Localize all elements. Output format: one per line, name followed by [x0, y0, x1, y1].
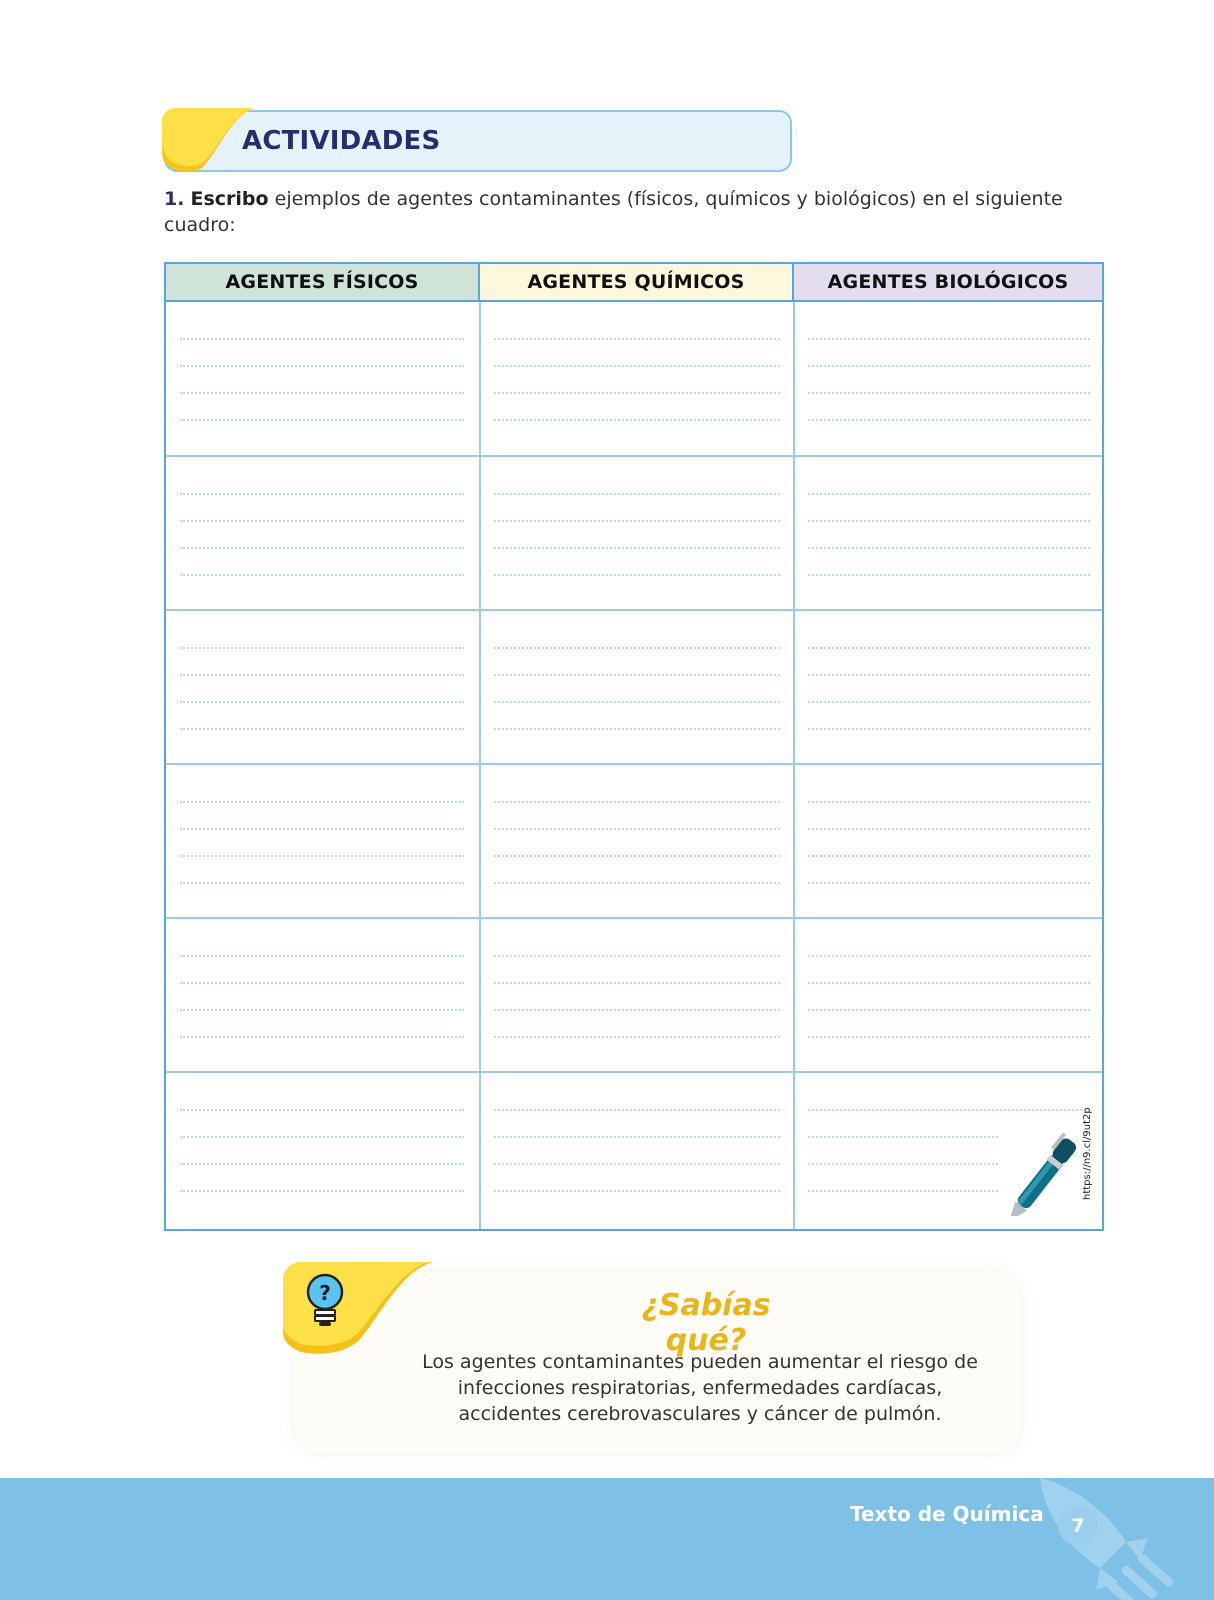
- writing-line: [808, 1109, 1090, 1111]
- writing-line: [180, 701, 464, 703]
- table-cell[interactable]: [482, 611, 794, 763]
- writing-line: [808, 855, 1090, 857]
- writing-line: [180, 338, 464, 340]
- writing-line: [494, 1163, 780, 1165]
- writing-line: [494, 392, 780, 394]
- table-cell[interactable]: [482, 457, 794, 609]
- writing-line: [494, 547, 780, 549]
- writing-line: [180, 1036, 464, 1038]
- writing-line: [494, 1036, 780, 1038]
- table-cell[interactable]: [796, 919, 1102, 1071]
- writing-line: [494, 1009, 780, 1011]
- column-divider: [479, 302, 481, 1229]
- writing-line: [180, 419, 464, 421]
- writing-line: [808, 647, 1090, 649]
- header-biological-agents: AGENTES BIOLÓGICOS: [794, 264, 1102, 302]
- writing-line: [180, 955, 464, 957]
- writing-line: [808, 828, 1090, 830]
- writing-line: [180, 574, 464, 576]
- writing-line: [808, 1136, 998, 1138]
- activities-header: [164, 110, 796, 176]
- writing-line: [494, 520, 780, 522]
- writing-line: [494, 574, 780, 576]
- writing-line: [494, 647, 780, 649]
- image-credit-url: https://n9.cl/9ut2p: [1082, 1107, 1093, 1200]
- writing-line: [180, 647, 464, 649]
- writing-line: [494, 419, 780, 421]
- did-you-know-text: Los agentes contaminantes pueden aumentar el riesgo de infecciones respiratorias, enfermedades cardíacas, accidentes cerebrovasculares y cáncer de pulmón.: [422, 1351, 978, 1425]
- writing-line: [494, 365, 780, 367]
- writing-line: [494, 493, 780, 495]
- writing-line: [808, 338, 1090, 340]
- writing-line: [494, 338, 780, 340]
- writing-line: [808, 728, 1090, 730]
- table-cell[interactable]: [166, 1073, 478, 1225]
- rocket-icon: [1030, 1478, 1214, 1600]
- writing-line: [808, 493, 1090, 495]
- table-cell[interactable]: [482, 765, 794, 917]
- writing-line: [494, 801, 780, 803]
- writing-line: [494, 1109, 780, 1111]
- table-cell[interactable]: [166, 302, 478, 454]
- writing-line: [494, 982, 780, 984]
- writing-line: [180, 493, 464, 495]
- writing-line: [808, 701, 1090, 703]
- book-title: Texto de Química: [850, 1502, 1044, 1526]
- page-number: 7: [1058, 1506, 1098, 1546]
- fountain-pen-icon: [1010, 1124, 1090, 1216]
- writing-line: [180, 392, 464, 394]
- table-cell[interactable]: [796, 302, 1102, 454]
- table-cell[interactable]: [166, 919, 478, 1071]
- writing-line: [180, 982, 464, 984]
- writing-line: [808, 365, 1090, 367]
- writing-line: [808, 574, 1090, 576]
- table-cell[interactable]: [166, 457, 478, 609]
- activities-title: ACTIVIDADES: [242, 126, 441, 156]
- writing-line: [808, 392, 1090, 394]
- writing-line: [180, 801, 464, 803]
- did-you-know-title: ¿Sabías qué?: [641, 1288, 771, 1358]
- writing-line: [180, 828, 464, 830]
- svg-text:?: ?: [319, 1281, 331, 1305]
- writing-line: [494, 855, 780, 857]
- writing-line: [494, 1190, 780, 1192]
- writing-line: [494, 828, 780, 830]
- writing-line: [494, 955, 780, 957]
- writing-line: [808, 1163, 998, 1165]
- writing-line: [180, 547, 464, 549]
- instruction-number: 1.: [164, 188, 185, 210]
- table-cell[interactable]: [482, 1073, 794, 1225]
- pollutants-table: [164, 262, 1104, 1231]
- writing-line: [180, 365, 464, 367]
- header-physical-agents: AGENTES FÍSICOS: [166, 264, 480, 302]
- writing-line: [494, 882, 780, 884]
- table-cell[interactable]: [482, 919, 794, 1071]
- writing-line: [494, 701, 780, 703]
- writing-line: [180, 1109, 464, 1111]
- writing-line: [494, 674, 780, 676]
- table-cell[interactable]: [796, 457, 1102, 609]
- writing-line: [180, 855, 464, 857]
- writing-line: [180, 882, 464, 884]
- writing-line: [808, 982, 1090, 984]
- table-cell[interactable]: [166, 765, 478, 917]
- writing-line: [180, 674, 464, 676]
- table-cell[interactable]: [482, 302, 794, 454]
- writing-line: [808, 882, 1090, 884]
- writing-line: [808, 520, 1090, 522]
- instruction-text: ejemplos de agentes contaminantes (físicos, químicos y biológicos) en el siguiente cuadro:: [164, 188, 1063, 236]
- writing-line: [808, 674, 1090, 676]
- header-chemical-agents: AGENTES QUÍMICOS: [480, 264, 794, 302]
- writing-line: [180, 1163, 464, 1165]
- writing-line: [808, 801, 1090, 803]
- writing-line: [494, 728, 780, 730]
- writing-line: [808, 547, 1090, 549]
- instruction-verb: Escribo: [190, 188, 269, 210]
- writing-line: [808, 419, 1090, 421]
- table-cell[interactable]: [166, 611, 478, 763]
- writing-line: [180, 1009, 464, 1011]
- writing-line: [808, 1009, 1090, 1011]
- lightbulb-question-icon: [283, 1262, 443, 1362]
- writing-line: [808, 955, 1090, 957]
- instruction: [164, 186, 1084, 238]
- table-cell[interactable]: [796, 765, 1102, 917]
- writing-line: [494, 1136, 780, 1138]
- writing-line: [808, 1190, 998, 1192]
- writing-line: [180, 728, 464, 730]
- writing-line: [808, 1036, 1090, 1038]
- writing-line: [180, 1190, 464, 1192]
- writing-line: [180, 1136, 464, 1138]
- table-cell[interactable]: [796, 611, 1102, 763]
- writing-line: [180, 520, 464, 522]
